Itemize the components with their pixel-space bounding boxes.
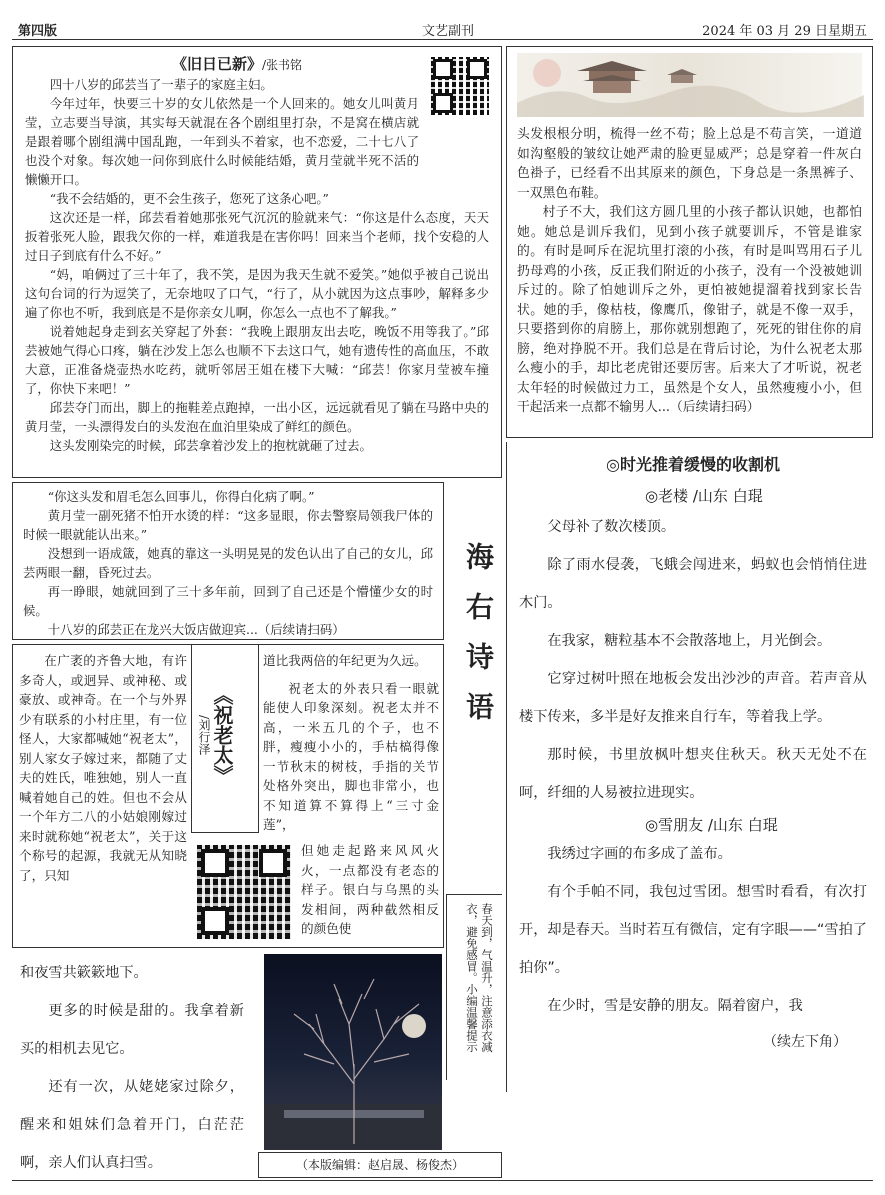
poem-column-title: 海右诗语 xyxy=(462,542,495,742)
story2-cont-box xyxy=(506,46,873,438)
story1-paragraph: “我不会结婚的，更不会生孩子，您死了这条心吧。” xyxy=(49,191,329,206)
tree-illustration-icon xyxy=(264,954,442,1150)
poem-continue-note: （续左下角） xyxy=(763,1034,847,1050)
story1-cont-paragraph: 再一睁眼，她就回到了三十多年前，回到了自己还是个懵懂少女的时候。 xyxy=(23,584,433,618)
poem-s2-heading xyxy=(519,814,867,835)
story1-paragraph: 说着她起身走到玄关穿起了外套：“我晚上跟朋友出去吃，晚饭不用等我了。”邱芸被她气得心口疼，躺在沙发上怎么也顺不下去这口气，她有遗传性的高血压，不敢大意，正准备烧壶热水吃药，就听邻居王姐在楼下大喊：“邱芸！你家月莹被车撞了，你快下来吧！” xyxy=(25,324,489,396)
poem-s1-heading xyxy=(519,485,867,506)
story2-col1-text: 在广袤的齐鲁大地，有许多奇人，或迥异、或神秘、或豪放、或神奇。在一个与外界少有联系的小村庄里，有一位怪人，大家都喊她“祝老太”，别人家女子嫁过来，都随了丈夫的姓氏，唯独她，别人一直喊着她自己的姓。但也不会从一个年方二八的小姑娘刚嫁过来时就称她“祝老太”，关于这个称号的起源，我就无从知晓了，只知 xyxy=(19,653,187,883)
story1-cont-paragraph: 十八岁的邱芸正在龙兴大饭店做迎宾...（后续请扫码） xyxy=(47,622,345,637)
story1-paragraph: 今年过年，快要三十岁的女儿依然是一个人回来的。她女儿叫黄月莹，立志要当导演，其实每天就混在各个剧组里打杂，不是窝在横店就是跟着哪个剧组满中国乱跑，一年到头不着家，也不恋爱，二十七八了也没个对象。每次她一问你到底什么时候能结婚，黄月莹就半死不活的懒懒开口。 xyxy=(25,96,419,187)
poem-s2-author: /山东 白琨 xyxy=(707,816,778,834)
story2-col2-text: 祝老太的外表只看一眼就能使人印象深刻。祝老太并不高，一米五几的个子，也不胖，瘦瘦小小的，手枯槁得像一节秋末的树枝，手指的关节处格外突出，脚也非常小，也不知道算不算得上“三寸金莲”， xyxy=(263,680,439,832)
story1-title: 《旧日已新》 xyxy=(171,55,262,73)
story1-box xyxy=(12,46,502,478)
story2-cont-paragraph: 村子不大，我们这方圆几里的小孩子都认识她，也都怕她。她总是训斥我们，见到小孩子就要训斥，不管是谁家的。有时是呵斥在泥坑里打滚的小孩，有时是叫骂用石子儿扔母鸡的小孩，反正我们附近的小孩子，没有一个没被她训斥过的。除了怕她训斥之外，更怕被她提溜着找到家长告状。她的手，像枯枝，像鹰爪，像钳子，就是不像一双手，只要搭到你的肩膀上，那你就别想跑了，死死的钳住你的肩膀，绝对挣脱不开。我们总是在背后讨论，为什么祝老太那么瘦小的手，却比老虎钳还要厉害。后来大了才听说，祝老太年轻的时候做过力工，虽然是个女人，虽然瘦瘦小小，但干起活来一点都不输男人...（后续请扫码） xyxy=(517,205,862,415)
story2-title: 《祝老太》 xyxy=(210,685,234,785)
poem-bottom-line: 更多的时候是甜的。我拿着新买的相机去见它。 xyxy=(20,1003,244,1057)
poem-line: 那时候，书里放枫叶想夹住秋天。秋天无处不在呵，纤细的人易被拉进现实。 xyxy=(519,747,867,801)
story1-paragraph: 邱芸夺门而出，脚上的拖鞋差点跑掉，一出小区，远远就看见了躺在马路中央的黄月莹，一头漂得发白的头发泡在血泊里染成了鲜红的颜色。 xyxy=(25,400,489,434)
story1-paragraph: 这头发刚染完的时候，邱芸拿着沙发上的抱枕就砸了过去。 xyxy=(49,438,372,453)
landscape-banner xyxy=(517,53,862,117)
poem-s1-title: ◎老楼 xyxy=(645,487,689,505)
story2-box xyxy=(12,644,444,948)
issue-date: 2024 年 03 月 29 日星期五 xyxy=(702,24,867,39)
story2-col2-bottom xyxy=(301,841,439,939)
poem-box xyxy=(506,442,873,1092)
qr-code-story2[interactable] xyxy=(197,845,291,939)
poem-line: 父母补了数次楼顶。 xyxy=(547,519,676,535)
story1-paragraph: 四十八岁的邱芸当了一辈子的家庭主妇。 xyxy=(49,77,273,92)
bottom-rule xyxy=(12,1180,873,1181)
section-name: 文艺副刊 xyxy=(422,24,475,39)
story1-cont-box xyxy=(12,482,444,640)
story1-paragraph: “妈，咱俩过了三十年了，我不笑，是因为我天生就不爱笑。”她似乎被自己说出这句台词的行为逗笑了，无奈地叹了口气，“行了，从小就因为这点事吵，解释多少遍了你也不听，我到底是不是你亲女儿啊，你怎么一点也不了解我。” xyxy=(25,267,489,320)
story2-title-box xyxy=(191,645,259,833)
story2-author: /刘行泽 xyxy=(197,715,211,756)
story1-title-line xyxy=(25,53,489,75)
story1-cont-paragraph: “你这头发和眉毛怎么回事儿，你得白化病了啊。” xyxy=(47,489,315,504)
reminder-box xyxy=(446,894,502,1080)
qr-code-story1[interactable] xyxy=(431,57,489,115)
pavilion-illustration-icon xyxy=(517,53,864,117)
poem-s1-author: /山东 白琨 xyxy=(692,487,763,505)
page-number: 第四版 xyxy=(18,24,58,39)
poem-line: 我绣过字画的布多成了盖布。 xyxy=(547,846,732,862)
story1-cont-paragraph: 黄月莹一副死猪不怕开水烫的样：“这多显眼，你去警察局领我尸体的时候一眼就能认出来。” xyxy=(23,508,433,542)
story2-col1 xyxy=(19,651,187,885)
poem-line: 在少时，雪是安静的朋友。隔着窗户，我 xyxy=(547,998,803,1014)
reminder-text: 春天到，气温升，注意添衣减衣，避免感冒。小编温馨提示 xyxy=(465,903,494,1053)
poem-line: 有个手帕不同，我包过雪团。想雪时看看，有次打开，却是春天。当时若互有微信，定有字眼——“雪拍了拍你”。 xyxy=(519,884,867,976)
story1-author: /张书铭 xyxy=(261,58,303,72)
story2-cont-paragraph: 头发根根分明，梳得一丝不苟；脸上总是不苟言笑，一道道如沟壑般的皱纹让她严肃的脸更显威严；总是穿着一件灰白色褂子，已经看不出其原来的颜色，下身总是一条黑裤子、一双黑色布鞋。 xyxy=(517,127,862,201)
poem-bottom-line: 还有一次，从姥姥家过除夕，醒来和姐妹们急着开门，白茫茫啊，亲人们认真扫雪。 xyxy=(20,1079,244,1171)
poem-column-box xyxy=(446,482,502,892)
poem-line: 在我家，糖粒基本不会散落地上，月光倒会。 xyxy=(547,633,832,649)
poem-title: ◎时光推着缓慢的收割机 xyxy=(606,455,780,474)
story1-cont-paragraph: 没想到一语成箴，她真的靠这一头明晃晃的发色认出了自己的女儿，邱芸两眼一翻，昏死过去。 xyxy=(23,546,433,580)
story2-col2c-text: 但她走起路来风风火火，一点都没有老态的样子。银白与乌黑的头发相间，两种截然相反的颜色使 xyxy=(301,843,439,936)
poem-bottom-line: 和夜雪共簌簌地下。 xyxy=(20,965,148,981)
story2-col2 xyxy=(263,651,439,835)
poem-bottom-box xyxy=(12,952,252,1171)
editor-credit: （本版编辑：赵启晟、杨俊杰） xyxy=(258,1152,502,1178)
poem-line: 除了雨水侵袭，飞蛾会闯进来，蚂蚁也会悄悄住进木门。 xyxy=(519,557,867,611)
page-header xyxy=(12,16,873,40)
story1-paragraph: 这次还是一样，邱芸看着她那张死气沉沉的脸就来气：“你这是什么态度，天天扳着张死人脸，跟我欠你的一样，难道我是在害你吗！回来当个老师，找个安稳的人过日子到底有什么不好。” xyxy=(25,210,489,263)
night-tree-photo xyxy=(264,954,442,1150)
poem-line: 它穿过树叶照在地板会发出沙沙的声音。若声音从楼下传来，多半是好友推来自行车，等着我上学。 xyxy=(519,671,867,725)
story2-col2-text: 道比我两倍的年纪更为久远。 xyxy=(263,653,427,668)
poem-s2-title: ◎雪朋友 xyxy=(645,816,704,834)
